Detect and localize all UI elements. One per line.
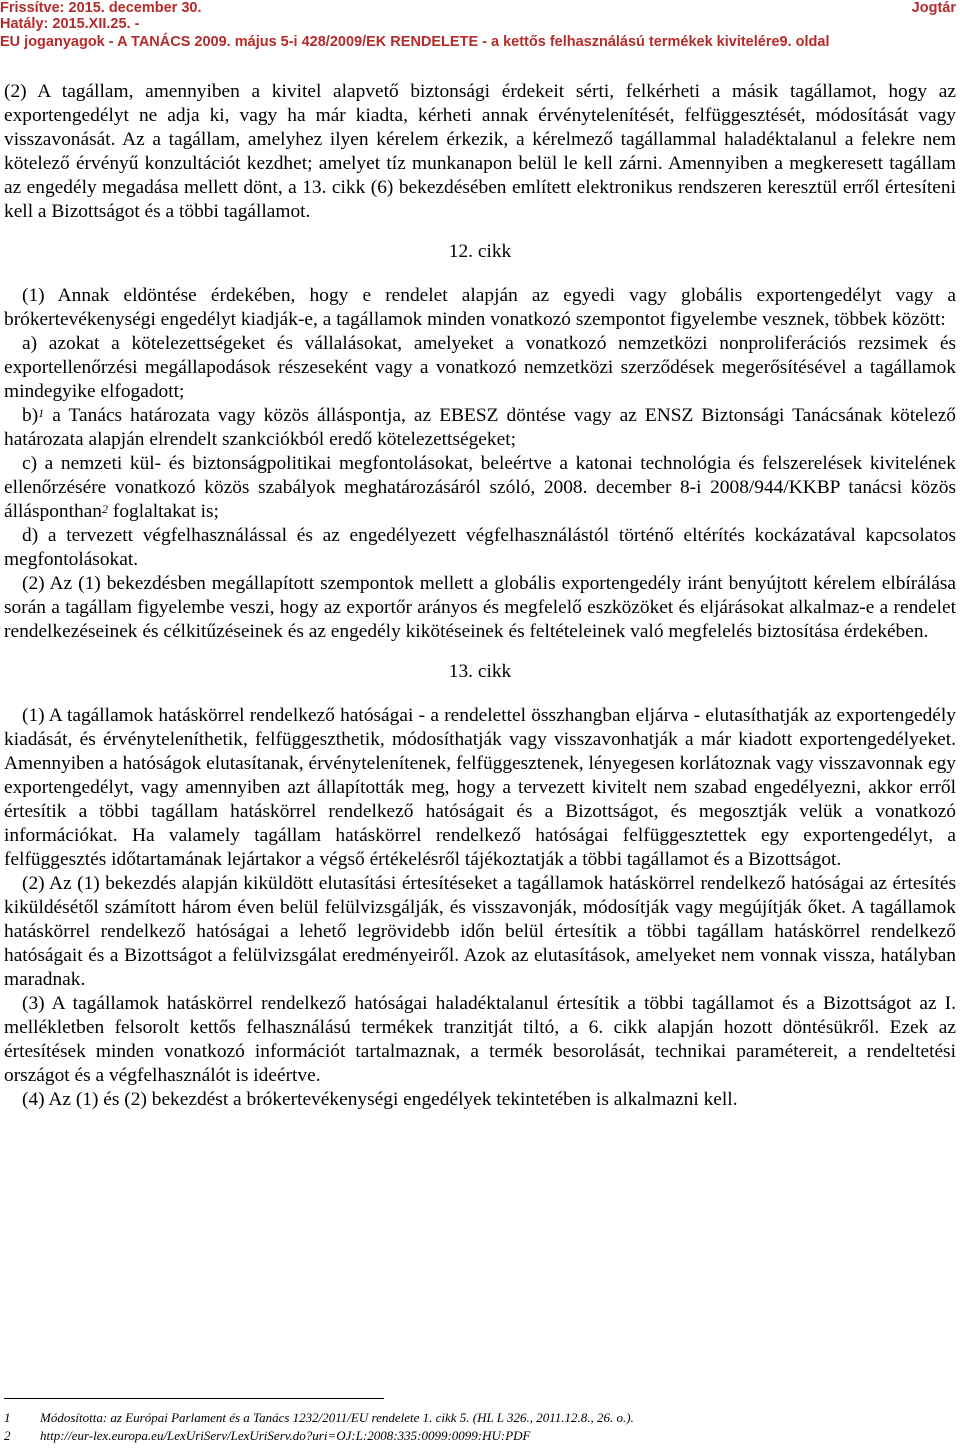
- footnote-number: 2: [4, 1428, 11, 1443]
- page-header-updated-row: [0, 0, 960, 16]
- point-c-text: c) a nemzeti kül- és biztonságpolitikai megfontolásokat, beleértve a katonai technológia és felszerelések kivitelének ellenőrzésére vonatkozó közös szabályok meghatározásáról szóló, 2008. december 8-i 2008/944/KKBP tanácsi közös állásponthan: [4, 453, 956, 522]
- footnote-ref-2[interactable]: 2: [102, 502, 109, 516]
- effective-date: Hatály: 2015.XII.25. -: [0, 16, 140, 32]
- page-header-effective-row: [0, 16, 960, 32]
- source-name: Jogtár: [911, 0, 956, 16]
- point-b-label: b): [22, 405, 39, 426]
- point-b-text: a Tanács határozata vagy közös álláspontja, az EBESZ döntése vagy az ENSZ Biztonsági Tanácsának kötelező határozata alapján elrendelt szankciókból eredő kötelezettségeket;: [4, 405, 956, 450]
- footnote-text: Módosította: az Európai Parlament és a Tanács 1232/2011/EU rendelete 1. cikk 5. (HL L 326., 2011.12.8., 26. o.).: [40, 1410, 634, 1425]
- article-13-para-2: (2) Az (1) bekezdés alapján kiküldött elutasítási értesítéseket a tagállamok hatáskörrel rendelkező hatóságai az értesítés kiküldésétől számított három éven belül felülvizsgálják, és visszavonják, módosítják vagy megújítják őket. A tagállamok hatáskörrel rendelkező hatóságai a lehető legrövidebb időn belül értesítik a többi tagállam hatáskörrel rendelkező hatóságait és a Bizottságot a felülvizsgálat eredményeiről. Azok az elutasítások, amelyeket nem vonnak vissza, hatályban maradnak.: [4, 873, 956, 990]
- article-12-para-1: (1) Annak eldöntése érdekében, hogy e rendelet alapján az egyedi vagy globális exportengedélyt vagy a brókertevékenységi engedélyt kiadják-e, a tagállamok minden vonatkozó szempontot figyelembe vesznek, többek között:: [4, 285, 956, 330]
- footnote-number: 1: [4, 1410, 11, 1425]
- footnote-divider: [4, 1398, 384, 1399]
- paragraph-11-2: (2) A tagállam, amennyiben a kivitel alapvető biztonsági érdekeit sérti, felkérheti a másik tagállamot, hogy az exportengedélyt ne adja ki, vagy ha már kiadta, kérheti annak érvénytelenítését, felfüggesztését, módosítását vagy visszavonását. Az a tagállam, amelyhez ilyen kérelem érkezik, a kérelmező tagállammal haladéktalanul a felekre nem kötelező érvényű konzultációt kezdhet; amelyet tíz munkanapon belül le kell zárni. Amennyiben a megkeresett tagállam az engedély megadása mellett dönt, a 13. cikk (6) bekezdésében említett elektronikus rendszeren keresztül erről értesíteni kell a Bizottságot és a többi tagállamot.: [4, 81, 956, 222]
- article-12-point-d: d) a tervezett végfelhasználással és az engedélyezett végfelhasználástól történő eltérítés kockázatával kapcsolatos megfontolásokat.: [4, 525, 956, 570]
- updated-date: Frissítve: 2015. december 30.: [0, 0, 202, 16]
- article-13-para-1: (1) A tagállamok hatáskörrel rendelkező hatóságai - a rendelettel összhangban eljárva - elutasíthatják az exportengedély kiadását, és érvényteleníthetik, felfüggeszthetik, módosíthatják vagy visszavonhatják a már kiadott exportengedélyeket. Amennyiben a hatóságok elutasítanak, érvénytelenítenek, felfüggesztenek, lényegesen korlátoznak vagy visszavonnak egy exportengedélyt, vagy amennyiben azt állapították meg, hogy a tervezett kivitelt nem szabad engedélyezni, akkor erről értesítik a többi tagállam hatáskörrel rendelkező hatóságait és a Bizottságot, és megosztják velük a vonatkozó információkat. Ha valamely tagállam hatáskörrel rendelkező hatóságai felfüggesztettek egy exportengedélyt, a felfüggesztés időtartamának lejártakor a végső értékelésről tájékoztatják a többi tagállamot és a Bizottságot.: [4, 705, 956, 870]
- article-13-para-4: (4) Az (1) és (2) bekezdést a brókertevékenységi engedélyek tekintetében is alkalmazni kell.: [22, 1089, 738, 1110]
- footnote-ref-1[interactable]: 1: [38, 406, 45, 420]
- article-12-heading: 12. cikk: [448, 241, 512, 262]
- article-12-point-b: [4, 404, 956, 452]
- footnote-1: [4, 1410, 956, 1426]
- article-12-para-2: (2) Az (1) bekezdésben megállapított szempontok mellett a globális exportengedély iránt benyújtott kérelem elbírálása során a tagállam figyelembe veszi, hogy az exportőr arányos és megfelelő eszközöket és eljárásokat alkalmaz-e a rendelet rendelkezéseinek és célkitűzéseinek és az engedély kikötéseinek és feltételeinek való megfelelés biztosítása érdekében.: [4, 573, 956, 642]
- document-title: EU joganyagok - A TANÁCS 2009. május 5-i 428/2009/EK RENDELETE - a kettős felhasználású termékek kivitelére: [0, 34, 780, 50]
- footnote-2: [4, 1428, 956, 1444]
- article-12-point-a: a) azokat a kötelezettségeket és vállalásokat, amelyeket a vonatkozó nemzetközi nonproliferációs rezsimek és exportellenőrzési megállapodások részeseként vagy a vonatkozó nemzetközi szerződések megerősítésével a tagállamok mindegyike elfogadott;: [4, 333, 956, 402]
- footnote-link[interactable]: http://eur-lex.europa.eu/LexUriServ/LexUriServ.do?uri=OJ:L:2008:335:0099:0099:HU:PDF: [40, 1428, 531, 1443]
- document-body: [4, 80, 956, 1112]
- page-number: 9. oldal: [779, 34, 830, 50]
- page-header-title-row: [0, 34, 960, 50]
- article-13-heading: 13. cikk: [448, 661, 512, 682]
- point-c-end: foglaltakat is;: [108, 501, 219, 522]
- article-12-point-c: [4, 452, 956, 524]
- article-13-para-3: (3) A tagállamok hatáskörrel rendelkező hatóságai haladéktalanul értesítik a többi tagállamot és a Bizottságot az I. mellékletben felsorolt kettős felhasználású termékek tranzitját tiltó, a 6. cikk alapján hozott döntésükről. Ezek az értesítések minden vonatkozó információt tartalmaznak, a termék besorolását, technikai paramétereit, a rendeltetési országot és a végfelhasználót is ideértve.: [4, 993, 956, 1086]
